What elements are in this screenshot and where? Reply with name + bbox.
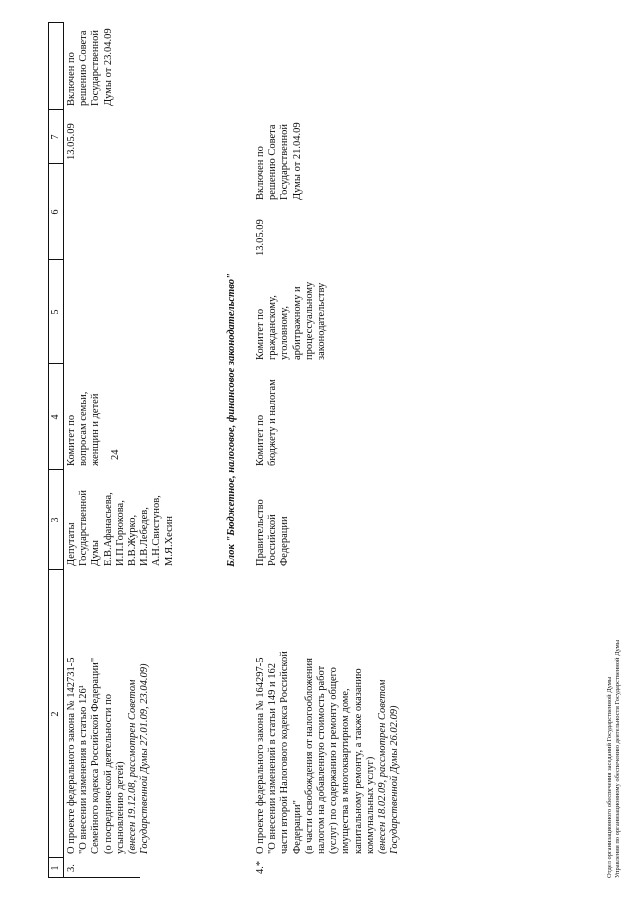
header-bottom-border	[63, 22, 64, 878]
col-divider	[48, 22, 63, 23]
col-divider	[48, 877, 140, 878]
column-number: 7	[50, 134, 61, 140]
column-number: 1	[50, 865, 61, 871]
description-text: О проекте федерального закона № 164297-5 "О внесении изменений в статьи 149 и 162 части второй Налогового кодекса Российской Федерации" (в части освобождения от налогообложения налогом на добавленную стоимость работ (услуг) по содержанию и ремонту общего имущества в многоквартирном доме, капитальному ремонту, а также оказанию коммунальных услуг)	[255, 651, 376, 854]
column-number: 2	[50, 711, 61, 717]
page-number: 24	[110, 449, 121, 460]
footer	[606, 640, 622, 878]
column-number: 6	[50, 209, 61, 215]
description-note: (внесен 18.02.09, рассмотрен Советом Государственной Думы 26.02.09)	[377, 679, 401, 854]
row-author: Депутаты Государственной Думы Е.В.Афанасьева, И.П.Горюкова, В.В.Журко, И.В.Лебедев, А.Н.Свистунов, М.Я.Хесин	[66, 490, 175, 566]
footer-line: Управления по организационному обеспечению деятельности Государственной Думы	[614, 639, 621, 878]
row-committee: Комитет по вопросам семьи, женщин и детей	[66, 391, 102, 466]
row-note: Включен по решению Совета Государственной Думы от 21.04.09	[255, 122, 303, 200]
footer-line: Отдел организационного обеспечения заседаний Государственной Думы	[606, 676, 613, 878]
table-top-border	[48, 22, 49, 878]
row-description	[255, 570, 401, 854]
row-note: Включен по решению Совета Государственной Думы от 23.04.09	[66, 28, 114, 106]
description-text: О проекте федерального закона № 142731-5 "О внесении изменения в статью 126¹ Семейного кодекса Российской Федерации" (о посреднической деятельности по усыновлению детей)	[66, 657, 126, 854]
row-author: Правительство Российской Федерации	[255, 499, 291, 566]
row-committee: Комитет по бюджету и налогам	[255, 379, 279, 466]
block-title: Блок "Бюджетное, налоговое, финансовое законодательство"	[226, 273, 237, 567]
column-number: 3	[50, 517, 61, 523]
row-number: 3.	[66, 864, 77, 872]
column-number: 5	[50, 309, 61, 315]
row-co-committee: Комитет по гражданскому, уголовному, арбитражному и процессуальному законодательству	[255, 281, 328, 360]
row-date: 13.05.09	[255, 219, 266, 256]
row-description	[66, 570, 151, 854]
row-number: 4.*	[255, 860, 266, 874]
row-date: 13.05.09	[66, 123, 77, 160]
description-note: (внесен 19.12.08, рассмотрен Советом Государственной Думы 27.01.09, 23.04.09)	[127, 663, 151, 854]
column-number: 4	[50, 414, 61, 420]
